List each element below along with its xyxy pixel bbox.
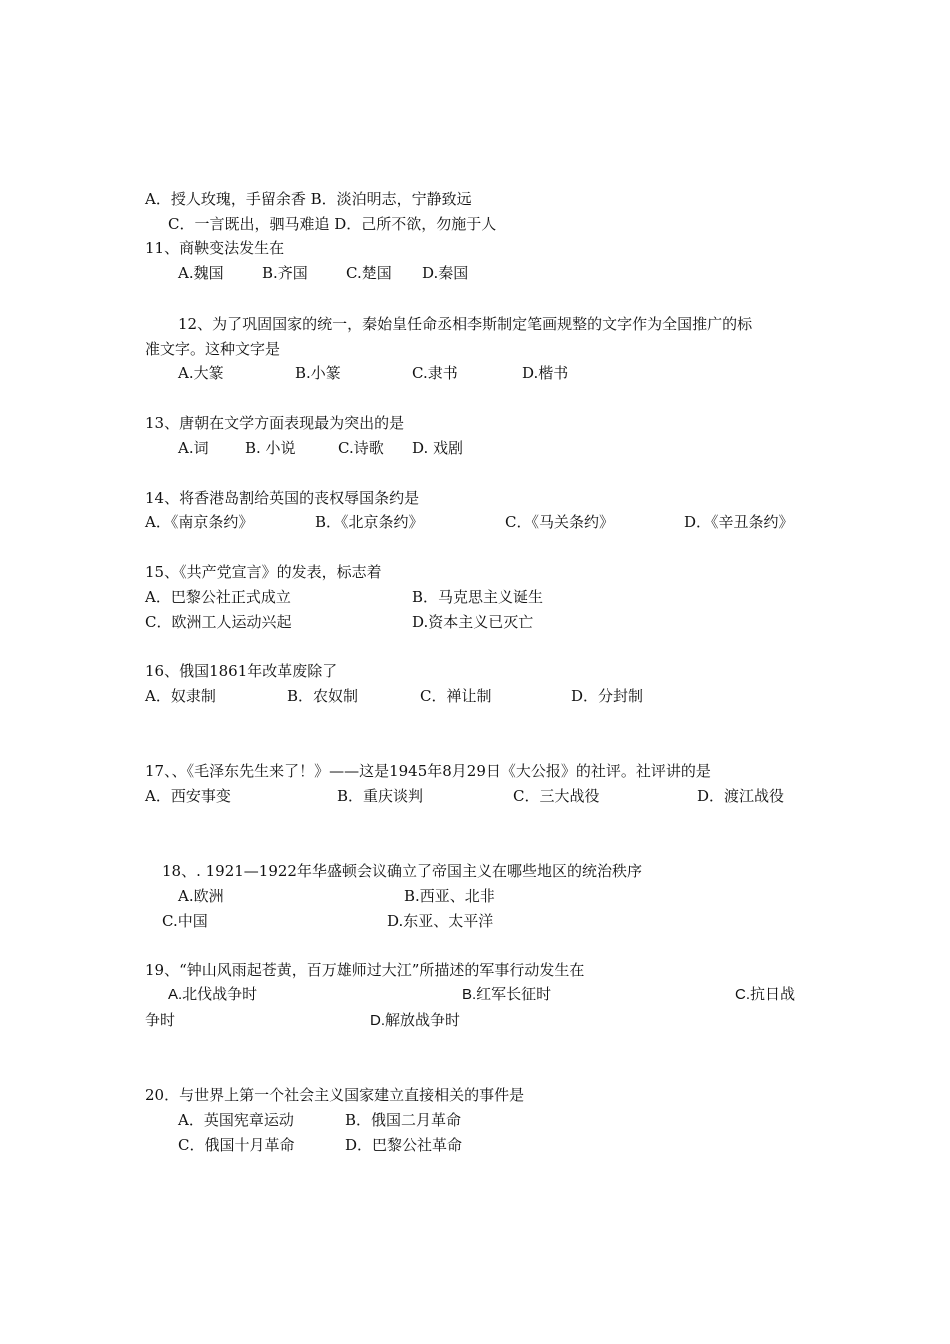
q19-stem: 19、“钟山风雨起苍黄，百万雄师过大江”所描述的军事行动发生在 [145, 961, 585, 979]
q14-option-a: A．《南京条约》 [145, 513, 254, 531]
q12-option-d: D.楷书 [522, 364, 569, 382]
q11-option-c: C.楚国 [346, 264, 392, 282]
q20-option-c: C．俄国十月革命 [178, 1136, 295, 1154]
q15-option-a: A．巴黎公社正式成立 [145, 588, 291, 606]
q13-option-d: D. 戏剧 [412, 439, 464, 457]
q19-option-c: C.抗日战 [735, 986, 796, 1003]
q17-option-c: C．三大战役 [513, 787, 600, 805]
q12-option-a: A.大篆 [178, 364, 224, 382]
q13-option-c: C.诗歌 [338, 439, 384, 457]
q13-option-b: B. 小说 [245, 439, 296, 457]
q16-option-d: D．分封制 [571, 687, 644, 705]
q16-option-b: B．农奴制 [287, 687, 359, 705]
q18-option-d: D.东亚、太平洋 [387, 912, 494, 930]
q16-option-a: A．奴隶制 [145, 687, 216, 705]
q13-stem: 13、唐朝在文学方面表现最为突出的是 [145, 414, 405, 432]
q14-option-b: B．《北京条约》 [315, 513, 424, 531]
q11-option-d: D.秦国 [422, 264, 469, 282]
q13-option-a: A.词 [178, 439, 209, 457]
q15-stem: 15、《共产党宣言》的发表，标志着 [145, 563, 382, 581]
q15-option-c: C．欧洲工人运动兴起 [145, 613, 292, 631]
q19-option-c-continued: 争时 [145, 1012, 176, 1029]
q16-option-c: C．禅让制 [420, 687, 492, 705]
q18-stem: 18、. 1921—1922年华盛顿会议确立了帝国主义在哪些地区的统治秩序 [162, 862, 642, 880]
q15-option-d: D.资本主义已灭亡 [412, 613, 534, 631]
q12-stem-line1: 12、为了巩固国家的统一，秦始皇任命丞相李斯制定笔画规整的文字作为全国推广的标 [178, 315, 753, 333]
q17-option-a: A．西安事变 [145, 787, 231, 805]
q10-option-c-d: C．一言既出，驷马难追 D．己所不欲，勿施于人 [168, 215, 497, 233]
q11-stem: 11、商鞅变法发生在 [145, 239, 285, 257]
q19-option-a: A.北伐战争时 [168, 986, 258, 1003]
q12-option-c: C.隶书 [412, 364, 458, 382]
q20-option-b: B．俄国二月革命 [345, 1111, 462, 1129]
q17-option-b: B．重庆谈判 [337, 787, 424, 805]
q19-option-d: D.解放战争时 [370, 1012, 461, 1029]
q18-option-a: A.欧洲 [178, 887, 224, 905]
q14-option-d: D．《辛丑条约》 [684, 513, 794, 531]
q12-option-b: B.小篆 [295, 364, 341, 382]
q20-option-a: A．英国宪章运动 [178, 1111, 294, 1129]
q12-stem-line2: 准文字。这种文字是 [145, 340, 281, 358]
q17-option-d: D．渡江战役 [697, 787, 785, 805]
q18-option-b: B.西亚、北非 [404, 887, 495, 905]
q11-option-b: B.齐国 [262, 264, 308, 282]
q14-option-c: C．《马关条约》 [505, 513, 614, 531]
q20-option-d: D．巴黎公社革命 [345, 1136, 463, 1154]
q17-stem: 17、、《毛泽东先生来了！》——这是1945年8月29日《大公报》的社评。社评讲的是 [145, 762, 711, 780]
q14-stem: 14、将香港岛割给英国的丧权辱国条约是 [145, 489, 420, 507]
q11-option-a: A.魏国 [178, 264, 224, 282]
q18-option-c: C.中国 [162, 912, 208, 930]
q16-stem: 16、俄国1861年改革废除了 [145, 662, 338, 680]
q20-stem: 20．与世界上第一个社会主义国家建立直接相关的事件是 [145, 1086, 525, 1104]
q19-option-b: B.红军长征时 [462, 986, 552, 1003]
q15-option-b: B．马克思主义诞生 [412, 588, 544, 606]
q10-option-a-b: A．授人玫瑰，手留余香 B．淡泊明志，宁静致远 [145, 190, 472, 208]
